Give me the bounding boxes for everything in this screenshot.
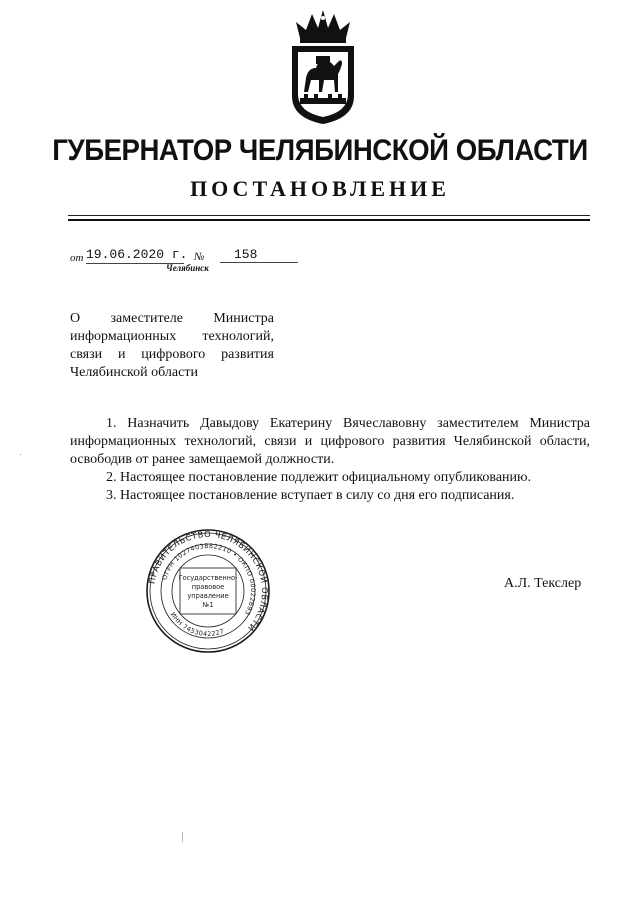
svg-text:ИНН 7453042227 [169,611,226,638]
body-paragraph-3: 3. Настоящее постановление вступает в силу со дня его подписания. [106,488,515,503]
scan-dot [20,454,21,455]
subject-line: Челябинской области [70,365,198,380]
coat-of-arms-icon [286,8,360,126]
signatory-name: А.Л. Текслер [504,576,582,591]
document-body [70,415,590,505]
document-city: Челябинск [166,263,209,273]
seal-center-line: Государственно- [178,574,238,582]
body-paragraph-2: 2. Настоящее постановление подлежит официальному опубликованию. [106,470,531,485]
number-prefix: № [194,251,205,263]
issuer-title: ГУБЕРНАТОР ЧЕЛЯБИНСКОЙ ОБЛАСТИ [52,134,588,167]
header-rule-thick [68,219,590,221]
date-prefix: от [70,252,84,264]
header-rule-thin [68,215,590,216]
seal-codes-text: ОГРН 1027403882210 • ОКПО 00022693 [160,541,258,617]
subject-line: связи и цифрового развития [70,347,274,362]
seal-center-line: №1 [202,601,214,609]
document-date: 19.06.2020 г. [86,247,188,262]
body-paragraph-1: 1. Назначить Давыдову Екатерину Вячеславовну заместителем Министра информационных технологий, связи и цифрового развития Челябинской области, освободив от ранее замещаемой должности. [70,416,590,467]
seal-center-line: правовое [191,583,225,591]
document-subject [70,310,274,382]
seal-outer-text: ПРАВИТЕЛЬСТВО ЧЕЛЯБИНСКОЙ ОБЛАСТИ [146,528,271,634]
seal-center-line: управление [187,592,229,600]
document-type: ПОСТАНОВЛЕНИЕ [190,176,450,201]
document-number: 158 [220,246,298,263]
subject-line: О заместителе Министра [70,311,274,326]
seal-inn-text: ИНН 7453042227 [168,610,226,639]
scan-mark [182,832,183,842]
official-seal-icon [145,528,271,654]
subject-line: информационных технологий, [70,329,274,344]
